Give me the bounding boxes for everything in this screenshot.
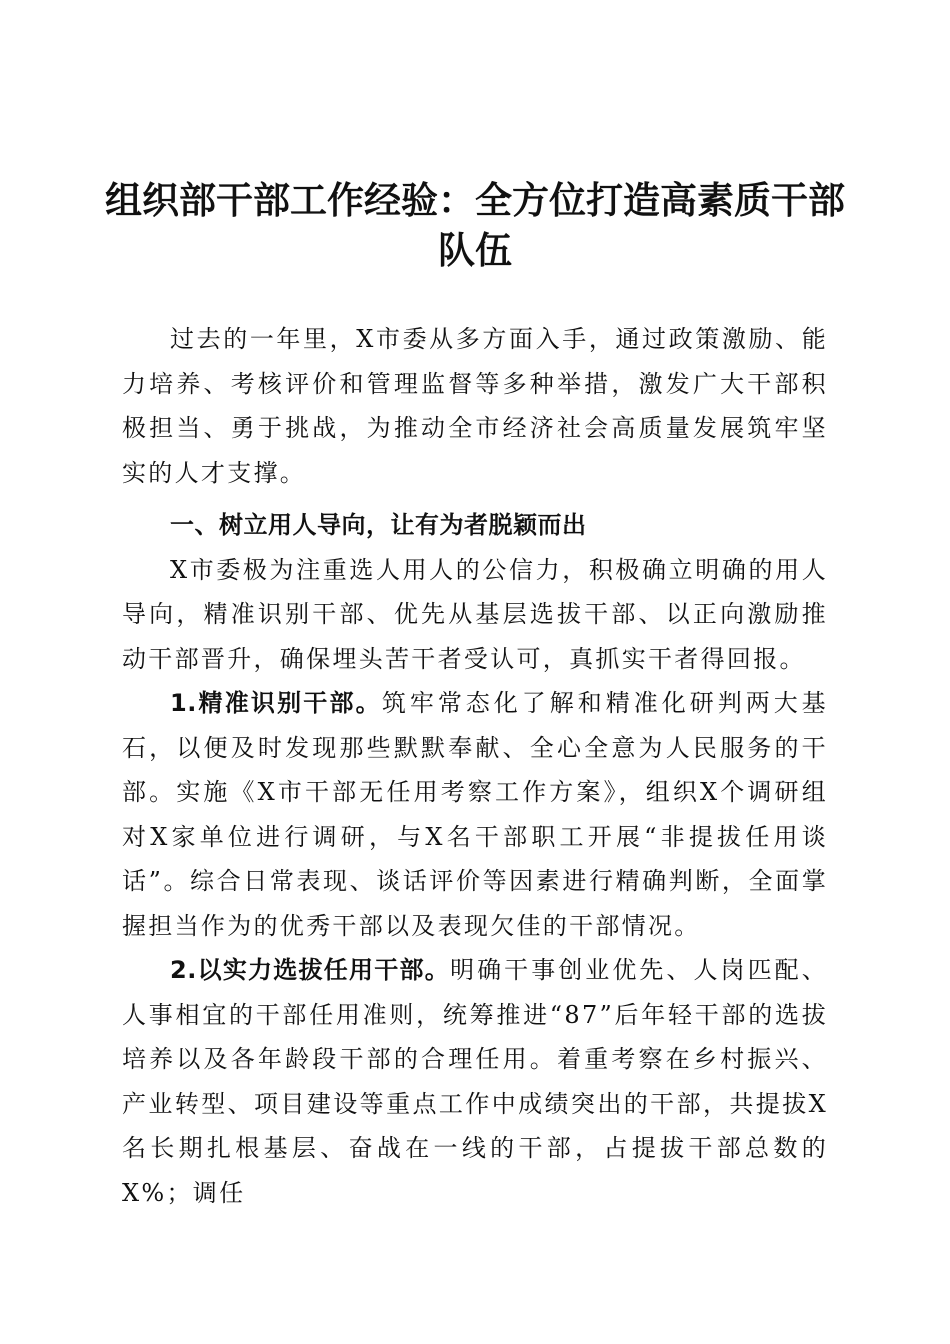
section-body-paragraph: X市委极为注重选人用人的公信力，积极确立明确的用人导向，精准识别干部、优先从基层选拔干部、以正向激励推动干部晋升，确保埋头苦干者受认可，真抓实干者得回报。 [122, 555, 828, 673]
item-1-paragraph [122, 681, 828, 948]
section-heading: 一、树立用人导向，让有为者脱颖而出 [170, 511, 587, 539]
item-2-paragraph [122, 948, 828, 1215]
item-2-body: 明确干事创业优先、人岗匹配、人事相宜的干部任用准则，统筹推进“87”后年轻干部的选拔培养以及各年龄段干部的合理任用。着重考察在乡村振兴、产业转型、项目建设等重点工作中成绩突出的干部，共提拔X名长期扎根基层、奋战在一线的干部，占提拔干部总数的X%；调任 [122, 956, 828, 1207]
document-title: 组织部干部工作经验：全方位打造高素质干部队伍 [105, 179, 845, 272]
item-1-body: 筑牢常态化了解和精准化研判两大基石，以便及时发现那些默默奉献、全心全意为人民服务的干部。实施《X市干部无任用考察工作方案》，组织X个调研组对X家单位进行调研，与X名干部职工开展“非提拔任用谈话”。综合日常表现、谈话评价等因素进行精确判断，全面掌握担当作为的优秀干部以及表现欠佳的干部情况。 [122, 689, 828, 940]
item-2-lead: 2.以实力选拔任用干部。 [170, 956, 451, 984]
document-body [122, 317, 828, 1215]
item-1-lead: 1.精准识别干部。 [170, 689, 382, 717]
intro-paragraph: 过去的一年里，X市委从多方面入手，通过政策激励、能力培养、考核评价和管理监督等多种举措，激发广大干部积极担当、勇于挑战，为推动全市经济社会高质量发展筑牢坚实的人才支撑。 [122, 325, 828, 487]
